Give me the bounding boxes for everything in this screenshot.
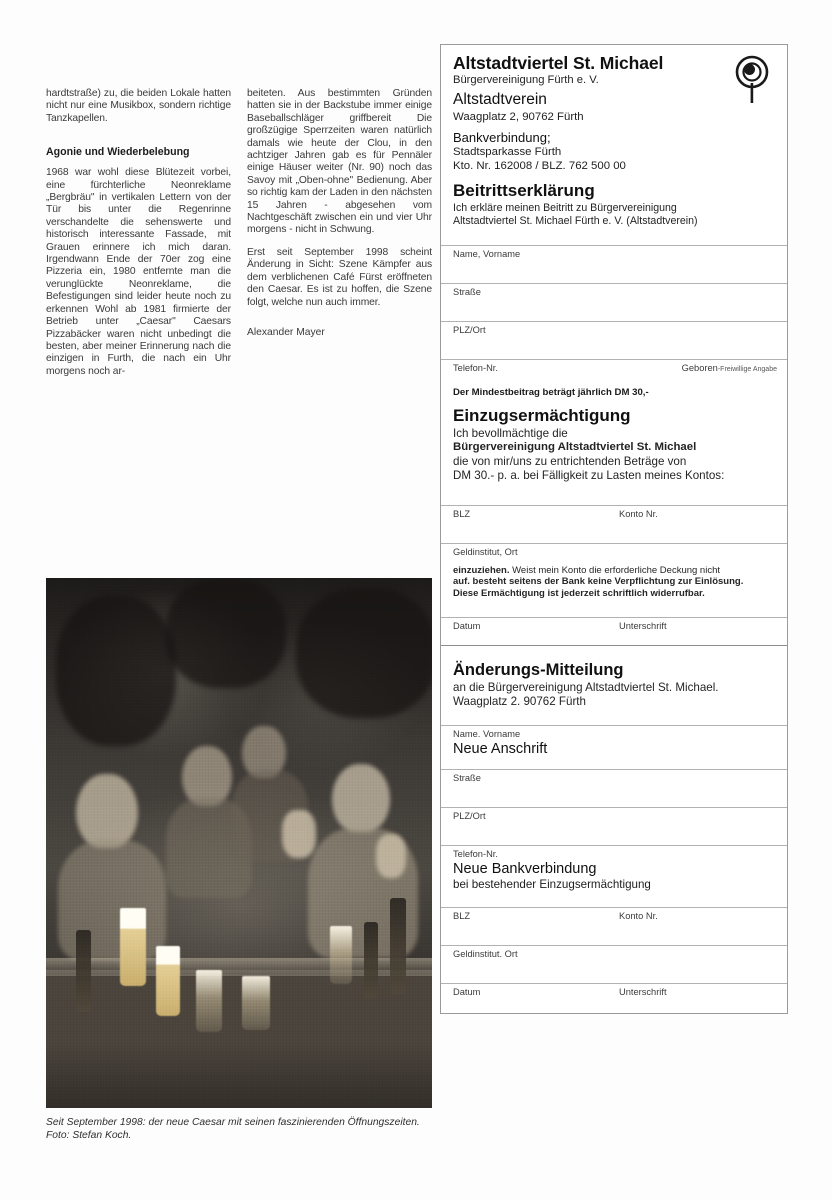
article-column-2 <box>247 88 432 378</box>
field-label-name: Name. Vorname <box>453 729 521 740</box>
field-neue-anschrift[interactable] <box>441 725 787 769</box>
field-aenderung-plz[interactable] <box>441 807 787 845</box>
field-aenderung-datum-unterschrift[interactable] <box>441 983 787 1013</box>
article-paragraph: hardtstraße) zu, die beiden Lokale hatten nicht nur eine Musikbox, sondern richtige Tanzkapellen. <box>46 88 231 124</box>
aenderung-section-header <box>441 646 787 725</box>
field-label-plz: PLZ/Ort <box>453 811 486 822</box>
field-label-geboren <box>682 363 777 373</box>
einzug-line-1: Ich bevollmächtige die <box>453 427 568 441</box>
beitritt-line-2: Altstadtviertel St. Michael Fürth e. V. (Altstadtverein) <box>453 214 698 227</box>
field-label-konto: Konto Nr. <box>619 911 658 922</box>
field-value-neue-anschrift: Neue Anschrift <box>453 741 548 758</box>
field-label-geldinstitut: Geldinstitut. Ort <box>453 949 518 960</box>
field-label-unterschrift: Unterschrift <box>619 621 667 632</box>
article-paragraph: beiteten. Aus bestimmten Gründen hatten sie in der Backstube immer einige Baseballschläger griffbereit Die großzügige Sperrzeiten waren natürlich damals wie heute der Clou, in den achtziger Jahren gab es für Pennäler einige Häuser weiter (Nr. 90) noch das Savoy mit „Oben-ohne" Bedienung. Aber so richtig kam der Laden in den nächsten 15 Jahren - abgesehen vom Nachtgeschäft zwischen ein und vier Uhr morgens - nicht in Schwung. <box>247 88 432 236</box>
einzug-section <box>441 406 787 505</box>
aenderung-line-1: an die Bürgervereinigung Altstadtviertel St. Michael. <box>453 681 719 695</box>
field-label-geldinstitut: Geldinstitut, Ort <box>453 546 518 557</box>
geboren-text: Geboren <box>681 363 718 374</box>
einzug-fine-print <box>441 565 787 617</box>
field-label-blz: BLZ <box>453 911 471 922</box>
article-columns <box>46 88 432 378</box>
fine-rest: Weist mein Konto die erforderliche Deckung nicht <box>512 564 720 576</box>
org-subtitle: Bürgervereinigung Fürth e. V. <box>453 74 599 86</box>
field-label-telefon: Telefon-Nr. <box>453 363 498 374</box>
field-strasse[interactable] <box>441 283 787 321</box>
einzug-line-2: Bürgervereinigung Altstadtviertel St. Michael <box>453 441 697 454</box>
einzug-line-3: die von mir/uns zu entrichtenden Beträge von <box>453 454 687 468</box>
org-title: Altstadtviertel St. Michael <box>453 53 664 73</box>
field-label-datum: Datum <box>453 621 481 632</box>
einzug-heading: Einzugsermächtigung <box>453 406 631 426</box>
field-neue-bankverbindung[interactable] <box>441 845 787 907</box>
column-spacer <box>46 125 231 146</box>
field-datum-unterschrift[interactable] <box>441 617 787 645</box>
field-blz-konto[interactable] <box>441 505 787 543</box>
einzug-line-4: DM 30.- p. a. bei Fälligkeit zu Lasten meines Kontos: <box>453 468 725 482</box>
field-value-neue-bankverbindung: Neue Bankverbindung <box>453 861 597 878</box>
article-text-block <box>46 88 432 378</box>
fine-print-line-1 <box>453 565 777 576</box>
bank-heading: Bankverbindung; <box>453 130 551 145</box>
field-sub-bankverbindung: bei bestehender Einzugsermächtigung <box>453 878 651 892</box>
field-label-telefon: Telefon-Nr. <box>453 849 498 860</box>
field-label: Straße <box>453 287 481 298</box>
field-name-vorname[interactable] <box>441 245 787 283</box>
aenderung-line-2: Waagplatz 2. 90762 Fürth <box>453 695 586 709</box>
geboren-note: -Freiwillige Angabe <box>717 366 777 374</box>
membership-form-panel <box>440 44 788 1014</box>
aenderung-heading: Änderungs-Mitteilung <box>453 661 624 680</box>
field-aenderung-strasse[interactable] <box>441 769 787 807</box>
org-name-secondary: Altstadtverein <box>453 91 547 108</box>
field-geldinstitut[interactable] <box>441 543 787 565</box>
article-paragraph: 1968 war wohl diese Blütezeit vorbei, eine fürchterliche Neonreklame „Bergbräu" in vertikalen Lettern von der Tür bis unter die Regenrinne verschandelte die sehenswerte und historisch interessante Fassade, mit Grauen erinnere ich mich daran. Irgendwann Ende der 70er zog eine Pizzeria ein, 1980 entfernte man die verunglückte Neonreklame, die Befestigungen sind leider heute noch zu erkennen Wohl ab 1981 firmierte der Betrieb unter „Caesar" Caesars Pizzabäcker waren nicht unbedingt die besten, aber meiner Erinnerung nach die einzigen in Furth, die nach ein Uhr morgens noch ar- <box>46 167 231 377</box>
org-address: Waagplatz 2, 90762 Fürth <box>453 111 584 123</box>
field-label-konto: Konto Nr. <box>619 508 658 519</box>
bank-institution: Stadtsparkasse Fürth <box>453 146 562 158</box>
field-telefon-geboren[interactable] <box>441 359 787 385</box>
article-byline: Alexander Mayer <box>247 326 325 338</box>
beitritt-heading: Beitrittserklärung <box>453 181 595 201</box>
field-label-datum: Datum <box>453 987 481 998</box>
field-aenderung-geldinstitut[interactable] <box>441 945 787 983</box>
photo-grain-overlay <box>46 578 432 1108</box>
article-subheading: Agonie und Wiederbelebung <box>46 146 190 159</box>
photo-caption: Seit September 1998: der neue Caesar mit seinen faszinierenden Öffnungszeiten. Foto: Stefan Koch. <box>46 1117 420 1141</box>
fine-print-line-2: auf. besteht seitens der Bank keine Verpflichtung zur Einlösung. <box>453 576 744 588</box>
article-photo-block <box>46 578 432 1142</box>
panel-header <box>441 45 787 245</box>
min-contribution-note: Der Mindestbeitrag beträgt jährlich DM 30,- <box>453 387 649 399</box>
photo-bar-scene <box>46 578 432 1108</box>
circle-target-logo-icon <box>729 55 775 105</box>
fine-lead: einzuziehen. <box>453 564 513 576</box>
bank-account: Kto. Nr. 162008 / BLZ. 762 500 00 <box>453 159 626 172</box>
beitritt-line-1: Ich erkläre meinen Beitritt zu Bürgervereinigung <box>453 202 677 215</box>
field-label-strasse: Straße <box>453 773 481 784</box>
field-plz-ort[interactable] <box>441 321 787 359</box>
fine-print-line-3: Diese Ermächtigung ist jederzeit schriftlich widerrufbar. <box>453 587 705 599</box>
article-column-1 <box>46 88 231 378</box>
field-label-unterschrift: Unterschrift <box>619 987 667 998</box>
field-aenderung-blz-konto[interactable] <box>441 907 787 945</box>
field-label-blz: BLZ <box>453 508 471 519</box>
field-label: PLZ/Ort <box>453 325 486 336</box>
field-label: Name, Vorname <box>453 249 521 260</box>
article-paragraph: Erst seit September 1998 scheint Änderung in Sicht: Szene Kämpfer aus dem verblichenen Café Fürst eröffneten den Caesar. Es ist zu hoffen, die Szene folgt, welche nun auch immer. <box>247 246 432 308</box>
